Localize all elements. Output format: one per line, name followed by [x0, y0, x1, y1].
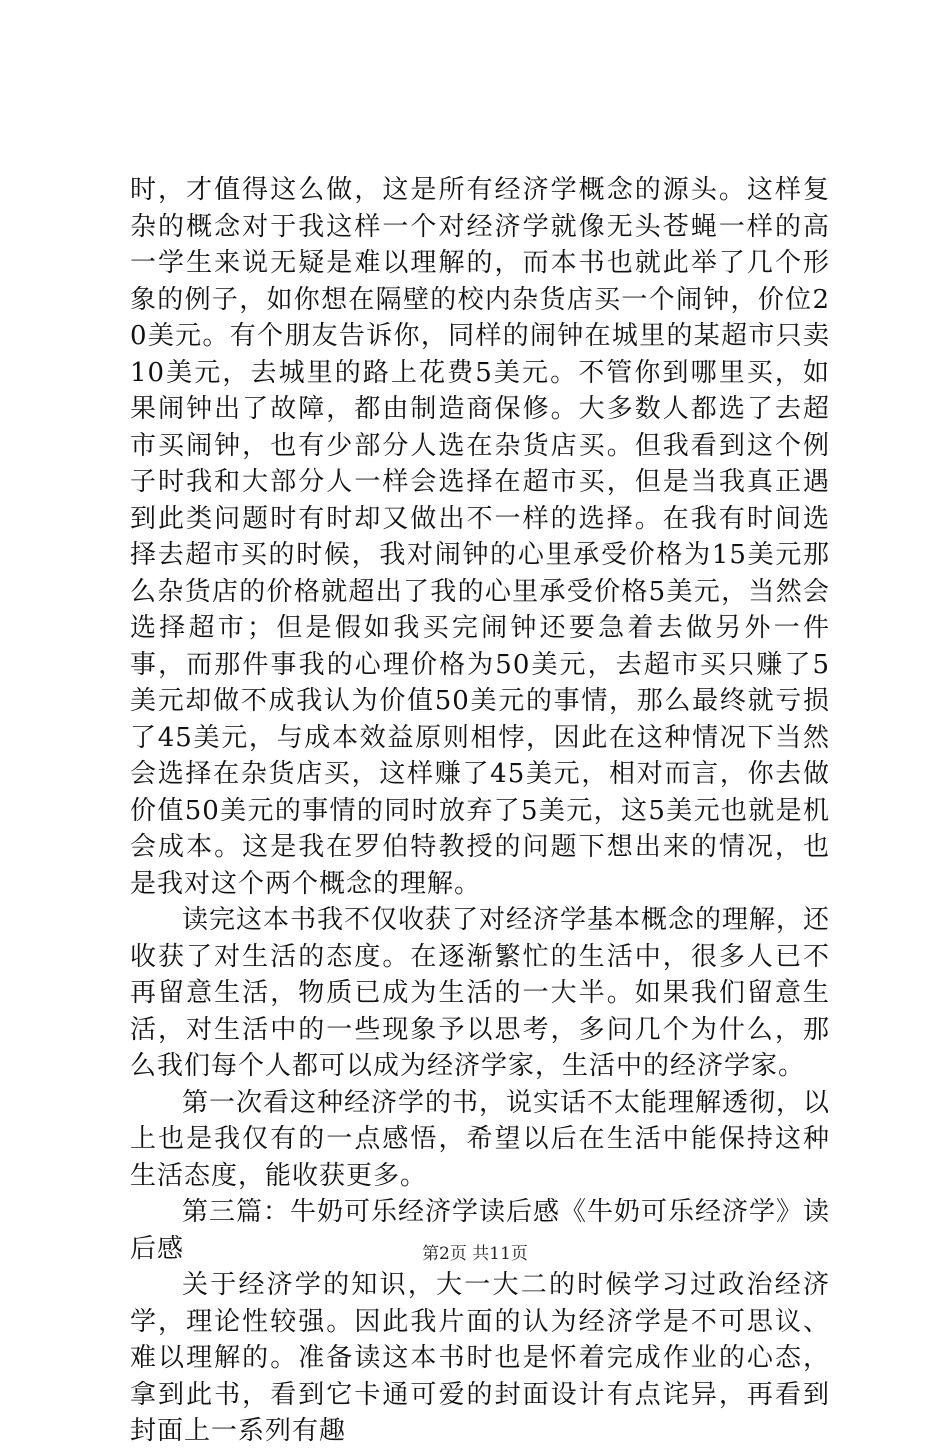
body-paragraph-1: 时，才值得这么做，这是所有经济学概念的源头。这样复杂的概念对于我这样一个对经济学就像无头苍蝇一样的高一学生来说无疑是难以理解的，而本书也就此举了几个形象的例子，如你想在隔壁的校内杂货店买一个闹钟，价位20美元。有个朋友告诉你，同样的闹钟在城里的某超市只卖10美元，去城里的路上花费5美元。不管你到哪里买，如果闹钟出了故障，都由制造商保修。大多数人都选了去超市买闹钟，也有少部分人选在杂货店买。但我看到这个例子时我和大部分人一样会选择在超市买，但是当我真正遇到此类问题时有时却又做出不一样的选择。在我有时间选择去超市买的时候，我对闹钟的心里承受价格为15美元那么杂货店的价格就超出了我的心里承受价格5美元，当然会选择超市；但是假如我买完闹钟还要急着去做另外一件事，而那件事我的心理价格为50美元，去超市买只赚了5美元却做不成我认为价值50美元的事情，那么最终就亏损了45美元，与成本效益原则相悖，因此在这种情况下当然会选择在杂货店买，这样赚了45美元，相对而言，你去做价值50美元的事情的同时放弃了5美元，这5美元也就是机会成本。这是我在罗伯特教授的问题下想出来的情况，也是我对这个两个概念的理解。: [130, 175, 830, 899]
body-paragraph-3: 第一次看这种经济学的书，说实话不太能理解透彻，以上也是我仅有的一点感悟，希望以后在生活中能保持这种生活态度，能收获更多。: [130, 1087, 831, 1191]
body-paragraph-2: 读完这本书我不仅收获了对经济学基本概念的理解，还收获了对生活的态度。在逐渐繁忙的生活中，很多人已不再留意生活，物质已成为生活的一大半。如果我们留意生活，对生活中的一些现象予以思考，多问几个为什么，那么我们每个人都可以成为经济学家，生活中的经济学家。: [130, 905, 831, 1081]
body-paragraph-4: 关于经济学的知识，大一大二的时候学习过政治经济学，理论性较强。因此我片面的认为经济学是不可思议、难以理解的。准备读这本书时也是怀着完成作业的心态，拿到此书，看到它卡通可爱的封面设计有点诧异，再看到封面上一系列有趣: [130, 1270, 830, 1446]
page-number-footer: 第2页 共11页: [422, 1244, 528, 1264]
section-heading: 第三篇：牛奶可乐经济学读后感《牛奶可乐经济学》读后感: [130, 1197, 831, 1264]
